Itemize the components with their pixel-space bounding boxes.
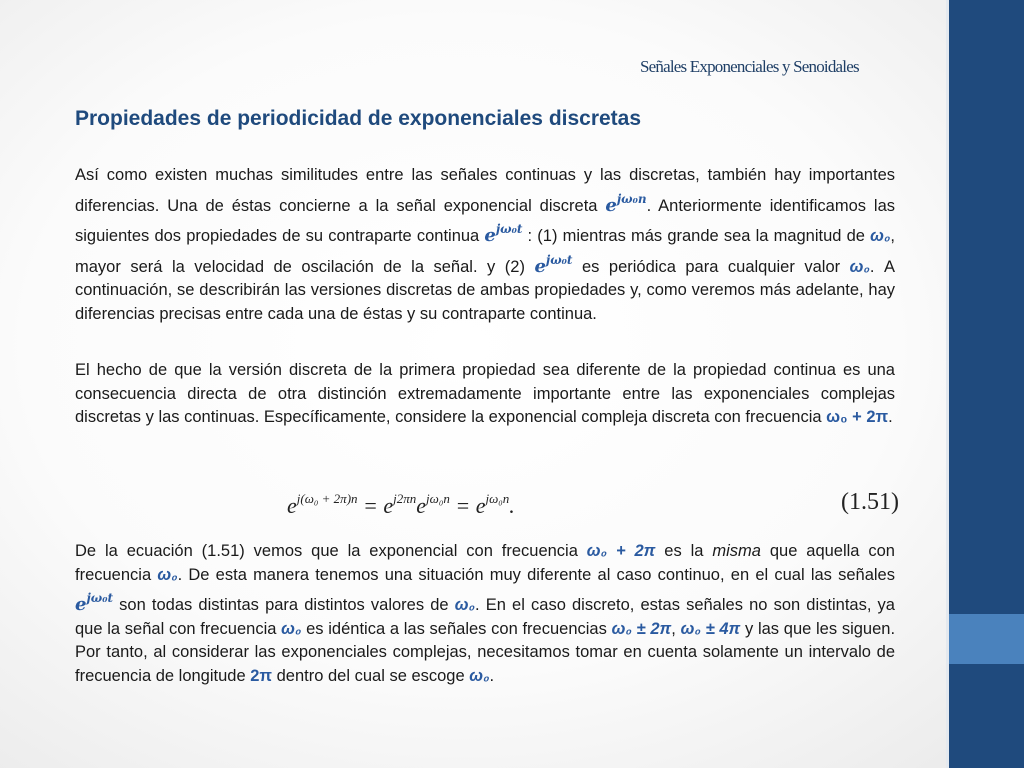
paragraph-2 [75, 359, 895, 430]
omega0-pm-2pi: ω₀ ± 2π [611, 619, 672, 638]
exp-jw0t: $e^{j\omega_0t}$ [484, 222, 523, 247]
p2-text: . [888, 408, 893, 427]
p1-text: : (1) mientras más grande sea la magnitud de [522, 227, 871, 246]
omega0: ω₀ [469, 666, 490, 685]
sidebar-band-top [946, 0, 1024, 614]
p2-text: El hecho de que la versión discreta de la primera propiedad sea diferente de la propiedad continua es una consecuencia directa de otra distinción extremadamente importante entre las exponenciales complejas discretas y las continuas. Específicamente, considere la exponencial compleja discreta con frecuencia [75, 361, 895, 427]
paragraph-1 [75, 164, 895, 327]
p3-text: y las que les siguen. Por tanto, al considerar las exponenciales complejas, necesitamos tomar en cuenta solamente un intervalo de frecuencia de longitude [75, 619, 896, 685]
p3-text: . En el caso discreto, estas señales no son distintas, ya que la señal con frecuencia [75, 596, 895, 638]
equation-number: (1.51) [841, 489, 899, 515]
exp-jw0t: $e^{j\omega_0t}$ [75, 591, 114, 616]
emphasis-misma: misma [712, 542, 761, 560]
p3-text: es la [655, 542, 713, 560]
sidebar-decoration [946, 0, 1024, 768]
p3-text: es idéntica a las señales con frecuencias [301, 619, 612, 638]
equation-1-51 [287, 489, 907, 525]
p3-text: , [671, 619, 681, 638]
omega0: ω₀ [454, 596, 475, 615]
p1-text: Así como existen muchas similitudes entre las señales continuas y las discretas, también hay importantes diferencias. Una de éstas concierne a la señal exponencial discreta [75, 166, 895, 215]
p3-text: . [489, 666, 495, 685]
omega0-pm-4pi: ω₀ ± 4π [680, 619, 741, 638]
p3-text: De la ecuación (1.51) vemos que la exponencial con frecuencia [75, 542, 587, 560]
omega0: ω₀ [157, 565, 178, 584]
sidebar-band-accent [946, 614, 1024, 664]
p1-text: es periódica para cualquier valor [572, 257, 850, 276]
p1-text: . A continuación, se describirán las versiones discretas de ambas propiedades y, como veremos más adelante, hay diferencias precisas entre cada una de éstas y su contraparte continua. [75, 257, 895, 323]
omega0: ω₀ [281, 619, 302, 638]
slide-title: Propiedades de periodicidad de exponenciales discretas [75, 107, 642, 130]
paragraph-3 [75, 540, 895, 689]
p3-text: dentro del cual se escoge [272, 666, 470, 685]
p3-text: que aquella con frecuencia [75, 542, 895, 584]
p1-text: . Anteriormente identificamos las siguientes dos propiedades de su contraparte continua [75, 196, 895, 246]
p1-text: , mayor será la velocidad de oscilación de la señal. y (2) [75, 227, 895, 276]
sidebar-band-bottom [946, 664, 1024, 768]
p3-text: . De esta manera tenemos una situación muy diferente al caso continuo, en el cual las señales [177, 565, 895, 584]
exp-jw0t: $e^{j\omega_0t}$ [534, 252, 573, 277]
omega0-plus-2pi: ω₀ + 2π [586, 542, 656, 560]
sidebar-divider [946, 0, 949, 768]
p3-text: son todas distintas para distintos valores de [113, 596, 455, 615]
two-pi: 2π [250, 666, 273, 685]
omega0-plus-2pi: ω₀ + 2π [826, 408, 889, 427]
exp-jw0n: $e^{j\omega_0n}$ [605, 191, 647, 216]
equation-body: $e^{j(\omega_0 + 2\pi)n} = e^{j2\pi n}e^{j\omega_0n} = e^{j\omega_0n}$. [287, 491, 515, 518]
slide-header: Señales Exponenciales y Senoidales [640, 57, 859, 76]
omega0: ω₀ [870, 227, 891, 246]
omega0: ω₀ [849, 257, 870, 276]
